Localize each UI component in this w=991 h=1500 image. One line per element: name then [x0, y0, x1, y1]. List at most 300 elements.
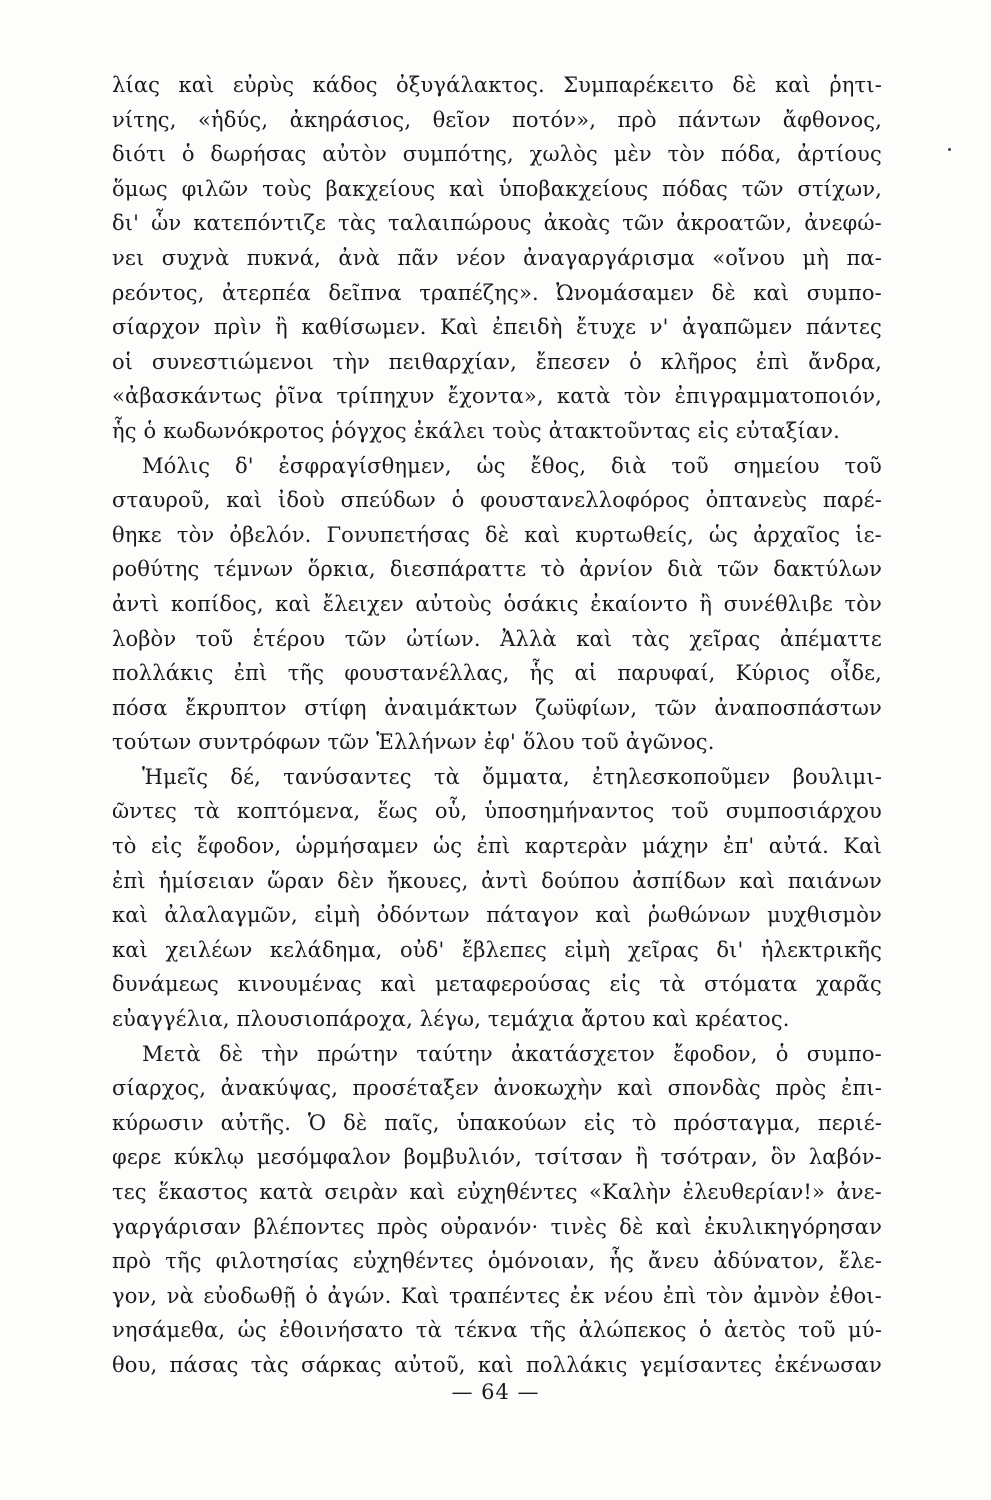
word: τὰ [659, 972, 686, 997]
word: ἕκαστος [158, 1180, 249, 1204]
word: τῶν [717, 557, 760, 582]
text-line [112, 967, 882, 1002]
word: ἀντὶ [481, 868, 529, 893]
word: καὶ [178, 73, 215, 97]
word: πολλάκις [525, 1352, 628, 1377]
word: ἔφοδον, [673, 1041, 758, 1066]
word: σειρὰν [324, 1180, 399, 1204]
word: κύκλῳ [173, 1145, 245, 1170]
word: νει [112, 245, 145, 270]
word: σπεύδων [340, 488, 436, 513]
word: καὶ [449, 176, 486, 201]
word: πρὸ [112, 1249, 152, 1274]
word: ὁ [629, 349, 642, 374]
word: φιλοτησίας [215, 1249, 339, 1274]
word: τὴν [332, 349, 371, 374]
word: ὁ [305, 1283, 318, 1308]
word: δέ, [230, 764, 261, 789]
word: ἀρτίους [797, 142, 882, 167]
word: ὁ [451, 488, 465, 513]
word: δεῖπνα [328, 280, 402, 305]
word: ἀναποσπάστων [714, 695, 882, 720]
word: ἀλαλαγμῶν, [164, 903, 298, 928]
word: ῥητι- [829, 73, 882, 97]
word: ὁ [181, 142, 195, 167]
word: ὀδόντων [376, 903, 470, 928]
word: πᾶν [397, 245, 439, 270]
word: νέου [603, 1283, 654, 1308]
word: ὑπακούων [456, 1110, 567, 1135]
word: «ἀβασκάντως [112, 384, 262, 409]
word: ἔτυχε [576, 315, 637, 340]
word: ἀετὸς [724, 1318, 786, 1343]
ink-speck [948, 148, 951, 151]
word: ἐσφραγίσθημεν, [278, 453, 452, 478]
word: καὶ [595, 903, 632, 928]
word: τοῦ [798, 1318, 836, 1343]
word: καὶ [753, 280, 790, 305]
text-line [112, 137, 882, 172]
word: τὸ [112, 834, 137, 859]
word: γον, [112, 1283, 158, 1308]
word: ὑποβακχείους [498, 176, 649, 201]
word: λοβὸν [112, 626, 177, 651]
word: δὲ [711, 280, 736, 305]
word: δὲ [485, 522, 510, 547]
word: ὅμως [112, 176, 168, 201]
word: διὰ [611, 453, 647, 478]
word: οὐρανόν· [440, 1214, 539, 1239]
text-line [112, 656, 882, 691]
word: ἐπὶ [112, 868, 146, 893]
word: Ἡμεῖς [142, 764, 209, 789]
word: κύρωσιν [112, 1110, 204, 1135]
word: καὶ [112, 903, 148, 928]
word: ἐθοι- [829, 1283, 882, 1308]
word: ὡς [237, 1318, 267, 1343]
word: τοῦ [671, 799, 709, 824]
word: ἐκαίοντο [590, 591, 688, 616]
word: ἐπιγραμματοποιόν, [674, 384, 882, 409]
word: ἀντὶ [112, 591, 160, 616]
word: συμπο- [806, 1041, 882, 1066]
body-text [112, 68, 882, 1383]
text-line [112, 933, 882, 968]
word: χαρᾶς [816, 972, 882, 997]
word: ἀπέματτε [779, 626, 882, 651]
word: ροθύτης [112, 557, 200, 582]
word: εἰς [151, 834, 183, 859]
text-line [112, 345, 882, 380]
word: συνεστιώμενοι [151, 349, 314, 374]
word: σημείου [733, 453, 820, 478]
word: τσίτσαν [534, 1145, 623, 1170]
text-line: ἧς ὁ κωδωνόκροτος ῥόγχος ἐκάλει τοὺς ἀτακτοῦντας εἰς εὐταξίαν. [112, 418, 840, 443]
text-line [112, 1037, 882, 1072]
word: δούπου [541, 868, 620, 893]
word: ἑτέρου [252, 626, 326, 651]
word: συχνὰ [161, 245, 230, 270]
word: προσέταξεν [352, 1076, 480, 1101]
word: Κύριος [735, 661, 810, 686]
word: ῶντες [112, 799, 177, 824]
word: καθίσωμεν. [301, 315, 427, 340]
word: ἕως [377, 799, 418, 824]
word: καὶ [409, 1180, 446, 1204]
word: ἀκηράσιος, [289, 107, 412, 132]
word: σίαρχος, [112, 1076, 207, 1101]
word: Μόλις [142, 453, 211, 478]
word: ἧς [609, 1249, 634, 1274]
word: ἀγών. [327, 1283, 392, 1308]
word: εὐρὺς [232, 73, 295, 97]
word: καὶ [774, 73, 811, 97]
word: θεῖον [432, 107, 491, 132]
text-line [112, 829, 882, 864]
word: ἀναιμάκτων [384, 695, 518, 720]
word: τὰ [433, 764, 460, 789]
word: μύ- [848, 1318, 882, 1343]
word: ἀνεφώ- [804, 211, 882, 236]
word: περιέ- [817, 1110, 882, 1135]
word: ἔθος, [530, 453, 587, 478]
word: τσότραν, [660, 1145, 758, 1170]
word: χειλέων [165, 937, 253, 962]
word: τὸν [623, 384, 662, 409]
word: ἡμίσειαν [158, 868, 255, 893]
word: τὰς [338, 211, 377, 236]
word: ἢ [635, 1145, 649, 1170]
text-line [112, 1175, 882, 1210]
text-line [112, 518, 882, 553]
word: ἐθοινήσατο [279, 1318, 404, 1343]
word: ἔλειχεν [322, 591, 404, 616]
word: νίτης, [112, 107, 177, 132]
word: βακχείους [325, 176, 436, 201]
word: δυνάμεως [112, 972, 219, 997]
word: πάντες [806, 315, 882, 340]
word: εὐχηθέντες [456, 1180, 578, 1204]
text-line [112, 1244, 882, 1279]
word: ὁσάκις [503, 591, 579, 616]
word: διὰ [667, 557, 703, 582]
word: μεταφερούσας [435, 972, 591, 997]
word: χεῖρας [627, 937, 699, 962]
word: ἀκροατῶν, [676, 211, 793, 236]
word: αὐτοῦ, [394, 1352, 466, 1377]
text-line [112, 1348, 882, 1383]
word: κατὰ [556, 384, 611, 409]
word: τέκνα [454, 1318, 518, 1343]
word: δὲ [218, 1041, 244, 1066]
word: πρὸ [617, 107, 657, 132]
word: πειθαρχίαν, [388, 349, 517, 374]
word: τραπέντες [448, 1283, 561, 1308]
word: τὸν [176, 522, 215, 547]
word: τὰ [415, 1318, 442, 1343]
word: τοῦ [671, 453, 709, 478]
word: ἰδοὺ [277, 488, 325, 513]
word: παρέ- [822, 488, 882, 513]
word: αὐτοὺς [415, 591, 492, 616]
word: καὶ [112, 937, 148, 962]
word: γαργάρισαν [112, 1214, 242, 1239]
text-line [112, 276, 882, 311]
word: ἔφοδον, [196, 834, 282, 859]
word: ἔχοντα», [447, 384, 544, 409]
word: ἐπὶ [755, 349, 790, 374]
word: τῶν [741, 176, 784, 201]
word: σίαρχον [112, 315, 201, 340]
word: τὰς [250, 1352, 289, 1377]
word: ἐπὶ [476, 834, 511, 859]
word: τῶν [622, 211, 665, 236]
text-line [112, 1279, 882, 1314]
word: «Καλὴν [589, 1180, 672, 1204]
word: κελάδημα, [269, 937, 383, 962]
word: καὶ [477, 1352, 514, 1377]
word: συμπότης, [402, 142, 514, 167]
text-line [112, 898, 882, 933]
word: τὸν [706, 1283, 744, 1308]
word: δι' [112, 211, 140, 236]
word: πρὸς [376, 1214, 429, 1239]
word: ταλαιπώρους [388, 211, 532, 236]
word: ῥῖνα [275, 384, 324, 409]
word: ὁ [775, 1041, 789, 1066]
word: τινὲς [550, 1214, 608, 1239]
word: διότι [112, 142, 167, 167]
word: νησάμεθα, [112, 1318, 226, 1343]
word: οὗ, [434, 799, 468, 824]
word: ἀνε- [836, 1180, 882, 1204]
word: ἢ [699, 591, 713, 616]
word: ἀδύνατον, [713, 1249, 825, 1274]
word: χωλὸς [529, 142, 598, 167]
word: ἔπεσεν [535, 349, 611, 374]
word: καὶ [380, 972, 417, 997]
word: βουλιμι- [792, 764, 882, 789]
word: ζωϋφίων, [535, 695, 638, 720]
text-line [112, 587, 882, 622]
word: τοὺς [262, 176, 312, 201]
word: ἀνακύψας, [220, 1076, 339, 1101]
word: σταυροῦ, [112, 488, 211, 513]
word: ἔβλεπες [461, 937, 547, 962]
text-line [112, 1106, 882, 1141]
word: τὸ [540, 557, 566, 582]
word: τοῦ [195, 626, 234, 651]
word: καὶ [655, 1214, 692, 1239]
word: ὁμόνοιαν, [487, 1249, 596, 1274]
word: οἱ [112, 349, 134, 374]
word: αὐτά. [768, 834, 829, 859]
word: νὰ [166, 1283, 194, 1308]
word: πρὶν [213, 315, 262, 340]
word: συνέθλιβε [723, 591, 833, 616]
word: θηκε [112, 522, 162, 547]
word: πα- [846, 245, 882, 270]
word: εἰμὴ [564, 937, 611, 962]
text-line [112, 864, 882, 899]
text-line: εὐαγγέλια, πλουσιοπάροχα, λέγω, τεμάχια ἄρτου καὶ κρέατος. [112, 1007, 790, 1032]
text-line [112, 483, 882, 518]
word: τανύσαντες [283, 764, 412, 789]
text-line [112, 172, 882, 207]
word: ἐπι- [840, 1076, 882, 1101]
word: ἢ [275, 315, 288, 340]
word: οὐδ' [399, 937, 445, 962]
word: πόδα, [720, 142, 782, 167]
word: δὲ [343, 1110, 368, 1135]
word: καὶ [524, 522, 561, 547]
word: στόματα [704, 972, 798, 997]
word: τὸ [632, 1110, 657, 1135]
word: ἀλώπεκος [578, 1318, 687, 1343]
word: ἀσπίδων [632, 868, 727, 893]
word: πόδας [662, 176, 728, 201]
word: δακτύλων [773, 557, 882, 582]
word: ἐκ [569, 1283, 595, 1308]
word: ποτόν», [511, 107, 597, 132]
word: ἀνοκωχὴν [493, 1076, 603, 1101]
word: σπονδὰς [667, 1076, 761, 1101]
word: καὶ [617, 1076, 654, 1101]
text-line [112, 691, 882, 726]
word: δ' [234, 453, 254, 478]
word: ἄφθονος, [782, 107, 882, 132]
word: μυχθισμὸν [767, 903, 882, 928]
word: Ὠνομάσαμεν [556, 280, 695, 305]
word: ἐτηλεσκοποῦμεν [592, 764, 771, 789]
word: Γονυπετήσας [326, 522, 470, 547]
word: Μετὰ [142, 1041, 201, 1066]
word: καὶ [226, 488, 263, 513]
word: ὠτίων. [406, 626, 481, 651]
word: εἰς [583, 1110, 616, 1135]
word: ἀκοὰς [543, 211, 611, 236]
word: τῆς [529, 1318, 567, 1343]
word: ὧν [151, 211, 182, 236]
word: ἧς [529, 661, 555, 686]
word: συμπο- [806, 280, 882, 305]
word: αἱ [574, 661, 598, 686]
word: οἶδε, [830, 661, 882, 686]
word: κυρτωθείς, [575, 522, 694, 547]
word: παιάνων [787, 868, 882, 893]
text-line [112, 794, 882, 829]
text-line [112, 310, 882, 345]
word: ἀναγαργάρισμα [523, 245, 695, 270]
word: κάδος [312, 73, 378, 97]
word: καὶ [739, 868, 776, 893]
word: ὀξυγάλακτος. [395, 73, 545, 97]
text-line [112, 449, 882, 484]
word: ἀνὰ [338, 245, 380, 270]
word: φιλῶν [181, 176, 249, 201]
text-line [112, 68, 882, 103]
word: φουστανέλλας, [344, 661, 510, 686]
word: ὀβελόν. [229, 522, 312, 547]
word: «ἡδύς, [197, 107, 269, 132]
text-line [112, 760, 882, 795]
word: ὀπτανεὺς [705, 488, 808, 513]
word: ὄμματα, [482, 764, 570, 789]
word: πυκνά, [246, 245, 321, 270]
word: Ὁ [308, 1110, 327, 1135]
word: Συμπαρέκειτο [563, 73, 714, 97]
word: βλέποντες [253, 1214, 365, 1239]
word: Καὶ [440, 315, 479, 340]
word: τὸν [844, 591, 882, 616]
word: ὡρμήσαμεν [295, 834, 419, 859]
word: ἐπὶ [233, 661, 268, 686]
word: τῆς [165, 1249, 202, 1274]
word: ὁ [698, 1318, 712, 1343]
word: σάρκας [300, 1352, 382, 1377]
word: πάταγον [486, 903, 580, 928]
word: γεμίσαντες [639, 1352, 763, 1377]
word: τρίπηχυν [336, 384, 435, 409]
text-line [112, 1313, 882, 1348]
word: εἰς [609, 972, 641, 997]
word: τῆς [287, 661, 325, 686]
text-line [112, 1140, 882, 1175]
word: ἀκατάσχετον [511, 1041, 655, 1066]
word: πάντων [678, 107, 762, 132]
word: ὃν [770, 1145, 797, 1170]
word: τοῦ [844, 453, 882, 478]
word: ἐλευθερίαν!» [682, 1180, 826, 1204]
word: ἀρχαῖος [753, 522, 841, 547]
word: ὡς [708, 522, 739, 547]
word: δὲ [619, 1214, 644, 1239]
word: βομβυλιόν, [403, 1145, 523, 1170]
word: φερε [112, 1145, 162, 1170]
word: πρὸς [775, 1076, 827, 1101]
word: εὐχηθέντες [352, 1249, 474, 1274]
text-line [112, 206, 882, 241]
text-line [112, 1210, 882, 1245]
word: εὐοδωθῇ [203, 1283, 296, 1308]
word: ὥραν [267, 868, 325, 893]
page-number: — 64 — [451, 1380, 540, 1404]
word: κοπίδος, [170, 591, 264, 616]
word: διεσπάραττε [389, 557, 527, 582]
word: δὲν [337, 868, 375, 893]
word: τέμνων [213, 557, 294, 582]
word: ἐκυλικηγόρησαν [704, 1214, 882, 1239]
word: μεσόμφαλον [256, 1145, 392, 1170]
word: νέον [456, 245, 506, 270]
word: αὐτὸν [322, 142, 387, 167]
word: ἔλε- [838, 1249, 882, 1274]
word: ἄνδρα, [808, 349, 882, 374]
text-line [112, 241, 882, 276]
word: τῶν [654, 695, 697, 720]
word: ἠλεκτρικῆς [760, 937, 882, 962]
word: πόσα [112, 695, 168, 720]
word: ἐκένωσαν [774, 1352, 882, 1377]
word: Καὶ [400, 1283, 440, 1308]
word: παῖς, [384, 1110, 440, 1135]
word: ὡς [476, 453, 506, 478]
word: αὐτῆς. [220, 1110, 292, 1135]
word: συμποσιάρχου [725, 799, 882, 824]
word: μὲν [613, 142, 652, 167]
word: ν' [649, 315, 669, 340]
text-line [112, 552, 882, 587]
